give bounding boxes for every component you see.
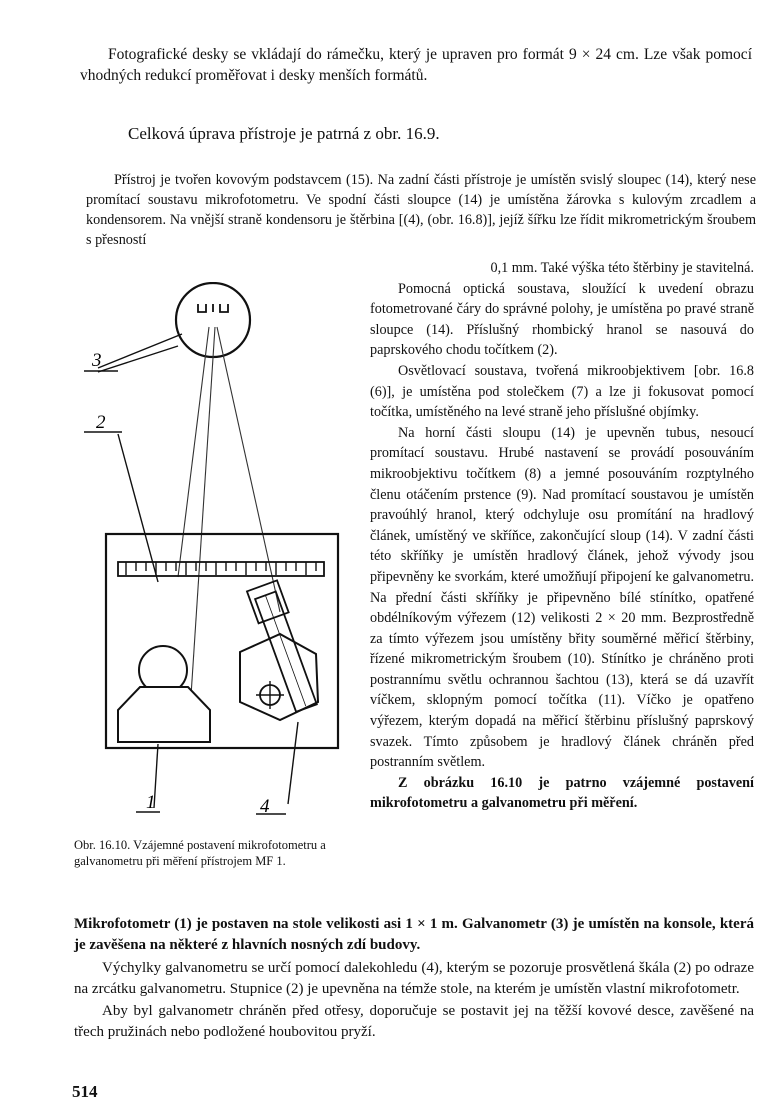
overview-sentence: Celková úprava přístroje je patrná z obr. 16.9. [128, 124, 440, 143]
light-ray [178, 327, 209, 577]
figure-16-10 [70, 282, 360, 842]
instrument-description-paragraph: Přístroj je tvořen kovovým podstavcem (15). Na zadní části přístroje je umístěn svislý sloupec (14), který nese promítací soustavu mikrofotometru. Ve spodní části sloupce (14) je umístěna žárovka s kulovým zrcadlem a kondensorem. Na vnější straně kondensoru je štěrbina [(4), (obr. 16.8)], jejíž šířku lze řídit mikrometrickým šroubem s přesností [86, 172, 756, 248]
figure-caption: Obr. 16.10. Vzájemné postavení mikrofotometru a galvanometru při měření přístrojem MF 1. [74, 838, 326, 868]
bottom-section [74, 914, 754, 1042]
scale-drawing [118, 562, 324, 576]
page-number: 514 [72, 1082, 98, 1101]
microphotometer-drawing [118, 646, 210, 742]
figure-label-4: 4 [260, 796, 270, 817]
paragraph-deflection: Výchylky galvanometru se určí pomocí dalekohledu (4), kterým se pozoruje prosvětlená škála (2) po odraze na zrcátku galvanometru. Stupnice (2) je upevněna na témže stole, na kterém je umístěn vlastní mikrofotometr. [74, 960, 754, 997]
galvanometer-drawing [176, 283, 250, 357]
paragraph-slit-height: 0,1 mm. Také výška této štěrbiny je stavitelná. [490, 260, 754, 276]
figure-label-1: 1 [146, 792, 156, 813]
leader-line-2 [118, 434, 158, 582]
figure-label-2: 2 [96, 412, 106, 433]
leader-line-3 [98, 334, 182, 368]
leader-line-3b [98, 346, 178, 372]
paragraph-table-setup: Mikrofotometr (1) je postaven na stole velikosti asi 1 × 1 m. Galvanometr (3) je umístěn na konsole, která je zavěšena na některé z hlavních nosných zdí budovy. [74, 916, 754, 953]
paragraph-figure-reference: Z obrázku 16.10 je patrno vzájemné postavení mikrofotometru a galvanometru při měření. [370, 774, 754, 812]
telescope-drawing [247, 580, 322, 713]
paragraph-vibration: Aby byl galvanometr chráněn před otřesy, doporučuje se postavit jej na těžší kovové desce, zavěšené na třech pružinách nebo podložené houbovitou pryží. [74, 1003, 754, 1040]
right-column [370, 258, 754, 814]
paragraph-auxiliary-optics: Pomocná optická soustava, sloužící k uvedení obrazu fotometrované čáry do správné polohy, je umístěna po pravé straně sloupce (14). Příslušný rhombický hranol se nasouvá do paprskového chodu točítkem (2). [370, 280, 754, 359]
intro-paragraph: Fotografické desky se vkládají do rámečku, který je upraven pro formát 9 × 24 cm. Lze však pomocí vhodných redukcí proměřovat i desky menších formátů. [80, 46, 752, 84]
paragraph-illumination: Osvětlovací soustava, tvořená mikroobjektivem [obr. 16.8 (6)], je umístěna pod stolečkem (7) a lze ji fokusovat pomocí točítka, umístěného na levé straně jeho příslušné objímky. [370, 362, 754, 421]
paragraph-projection: Na horní části sloupu (14) je upevněn tubus, nesoucí promítací soustavu. Hrubé nastavení se provádí posouváním mikroobjektivu točítkem (8) a jemné posouváním rozptylného členu otáčením prstence (9). Nad promítací soustavou je umístěn pravoúhlý hranol, který odchyluje osu promítání na hradlový článek, umístěný ve skříňce, zakončující sloup (14). V zadní části této skříňky je umístěn hradlový článek, jehož vývody jsou připevněny ke svorkám, které umožňují připojení ke galvanometru. Na přední části skříňky je připevněno bílé stínítko, opatřené obdélníkovým výřezem (12) velikosti 2 × 20 mm. Bezprostředně za tímto výřezem jsou umístěny břity souměrné měřicí štěrbiny, řízené mikrometrickým šroubem (10). Stínítko je chráněno proti postrannímu světlu ochrannou šachtou (13), která se dá uzavřít víčkem, sklopným pomocí točítka (11). Víčko je opatřeno výřezem, kterým dopadá na měřicí štěrbinu příslušný paprskový svazek. Tímto způsobem je hradlový článek chráněn před postranním světlem. [370, 424, 754, 771]
figure-label-3: 3 [92, 350, 102, 371]
